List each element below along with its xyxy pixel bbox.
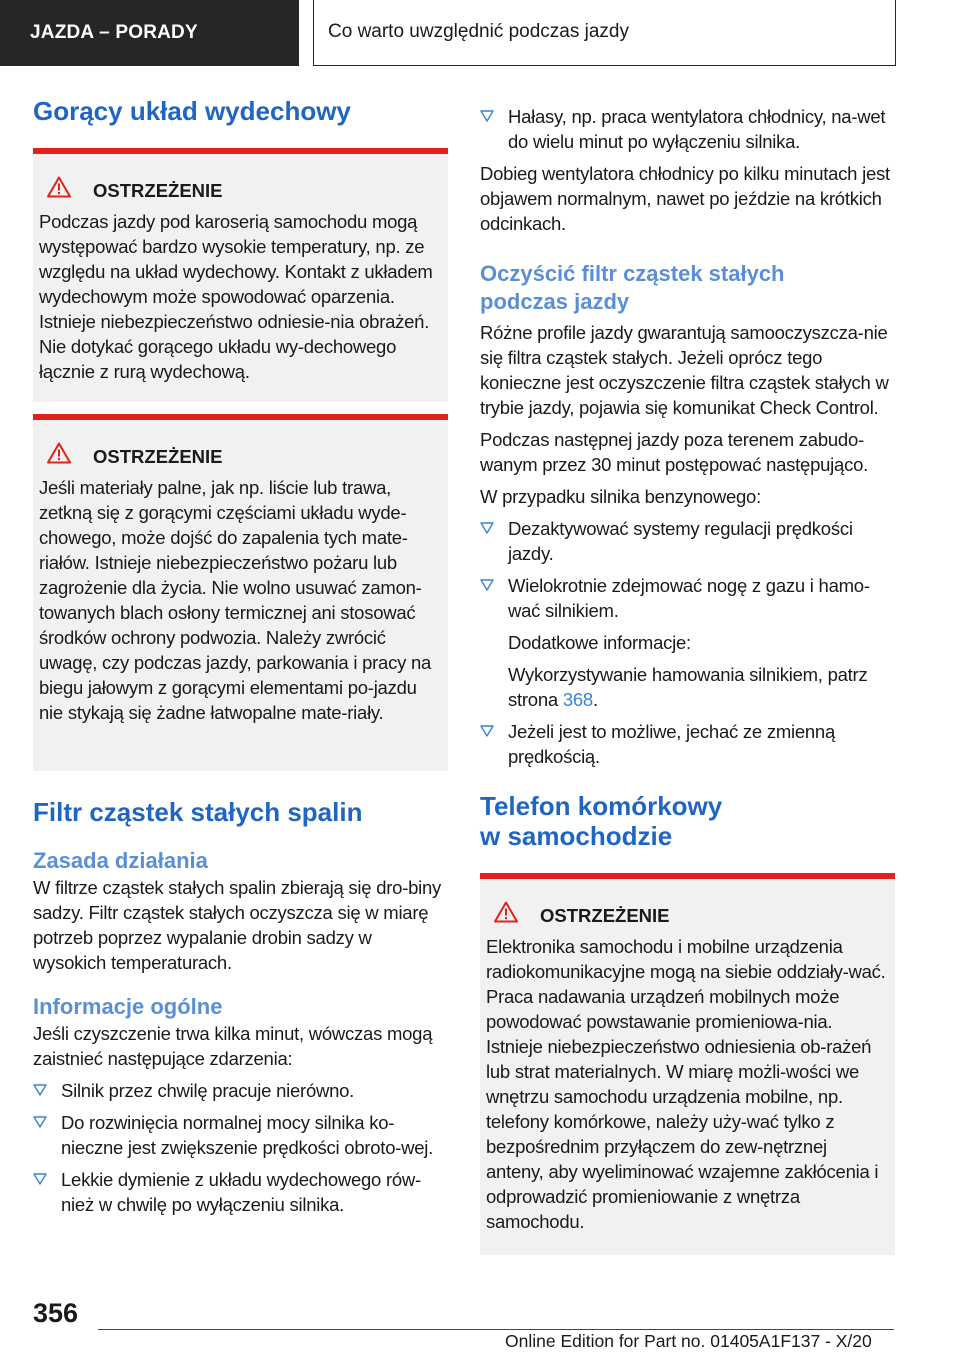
list-item: Lekkie dymienie z układu wydechowego rów-nież w chwilę po wyłączeniu silnika. xyxy=(33,1167,448,1217)
warning-title xyxy=(39,442,440,471)
warning-box-flammable xyxy=(33,414,448,771)
section-tab[interactable]: JAZDA – PORADY xyxy=(0,0,299,66)
warning-title xyxy=(39,176,440,205)
triangle-bullet-icon xyxy=(33,1115,47,1129)
warning-triangle-icon xyxy=(47,176,93,205)
extra-info-label: Dodatkowe informacje: xyxy=(508,632,691,653)
heading-hot-exhaust: Gorący układ wydechowy xyxy=(33,96,351,126)
list-item: Hałasy, np. praca wentylatora chłodnicy, na-wet do wielu minut po wyłączeniu silnika. xyxy=(480,104,895,154)
warning-text: Jeśli materiały palne, jak np. liście lub trawa, zetkną się z gorącymi częściami układu wyde-chowego, może dojść do zapalenia tych mate-riałów. Istnieje niebezpieczeństwo pożaru lub zagrożenie dla życia. Nie wolno usuwać zamon-towanych blach osłony termicznej ani stosować środków ochrony podwozia. Należy zwrócić uwagę, czy podczas jazdy, parkowania i pracy na biegu jałowym z gorącymi elementami po-jazdu nie stykają się żadne łatwopalne mate-riały. xyxy=(39,477,432,723)
list-item: Silnik przez chwilę pracuje nierówno. xyxy=(33,1078,448,1103)
triangle-bullet-icon xyxy=(33,1172,47,1186)
right-column xyxy=(480,104,895,1255)
warning-title-text: OSTRZEŻENIE xyxy=(93,445,223,467)
heading-mobile-phone: Telefon komórkowy w samochodzie xyxy=(480,791,723,851)
triangle-bullet-icon xyxy=(480,578,494,592)
warning-text: Podczas jazdy pod karoserią samochodu mogą występować bardzo wysokie temperatury, np. ze względu na układ wydechowy. Kontakt z układem wydechowym może spowodować oparzenia. Istnieje niebezpieczeństwo odniesie-nia obrażeń. Nie dotykać gorącego układu wy-dechowego łącznie z rurą wydechową. xyxy=(39,211,433,382)
petrol-list xyxy=(480,516,895,623)
heading-particle-filter: Filtr cząstek stałych spalin xyxy=(33,797,363,827)
general-list xyxy=(33,1078,448,1217)
engine-brake-reference: Wykorzystywanie hamowania silnikiem, patrz strona 368. xyxy=(508,664,868,710)
clean-text-1: Różne profile jazdy gwarantują samooczyszcza-nie się filtra cząstek stałych. Jeżeli oprócz tego konieczne jest oczyszczenie filtra cząstek stałych w trybie jazdy, pojawia się komunikat Check Control. xyxy=(480,322,889,418)
list-item: Do rozwinięcia normalnej mocy silnika ko-nieczne jest zwiększenie prędkości obroto-wej. xyxy=(33,1110,448,1160)
triangle-bullet-icon xyxy=(33,1083,47,1097)
list-item: Jeżeli jest to możliwe, jechać ze zmienną prędkością. xyxy=(480,719,895,769)
continued-list xyxy=(480,104,895,154)
heading-clean-filter: Oczyścić filtr cząstek stałych podczas jazdy xyxy=(480,261,785,314)
list-item: Wielokrotnie zdejmować nogę z gazu i hamo-wać silnikiem. xyxy=(480,573,895,623)
warning-triangle-icon xyxy=(494,901,540,930)
heading-general-info: Informacje ogólne xyxy=(33,994,223,1019)
warning-title-text: OSTRZEŻENIE xyxy=(540,904,670,926)
fan-text: Dobieg wentylatora chłodnicy po kilku minutach jest objawem normalnym, nawet po jeździe na krótkich odcinkach. xyxy=(480,163,890,234)
footer-divider xyxy=(98,1329,894,1330)
list-item: Dezaktywować systemy regulacji prędkości jazdy. xyxy=(480,516,895,566)
general-text: Jeśli czyszczenie trwa kilka minut, wówczas mogą zaistnieć następujące zdarzenia: xyxy=(33,1023,433,1069)
warning-box-hot-exhaust xyxy=(33,148,448,402)
page-number: 356 xyxy=(33,1298,79,1328)
clean-text-2: Podczas następnej jazdy poza terenem zabudo-wanym przez 30 minut postępować następująco. xyxy=(480,429,868,475)
chapter-title: Co warto uwzględnić podczas jazdy xyxy=(313,0,896,66)
warning-triangle-icon xyxy=(47,442,93,471)
principle-text: W filtrze cząstek stałych spalin zbierają się dro-biny sadzy. Filtr cząstek stałych oczyszcza się w miarę potrzeb poprzez wypalanie drobin sadzy w wysokich temperaturach. xyxy=(33,877,442,973)
heading-principle: Zasada działania xyxy=(33,848,208,873)
page-link-368[interactable]: 368 xyxy=(562,689,593,710)
triangle-bullet-icon xyxy=(480,724,494,738)
warning-title-text: OSTRZEŻENIE xyxy=(93,179,223,201)
triangle-bullet-icon xyxy=(480,521,494,535)
left-column xyxy=(33,96,448,1217)
petrol-list-cont xyxy=(480,719,895,769)
petrol-text: W przypadku silnika benzynowego: xyxy=(480,486,761,507)
edition-info: Online Edition for Part no. 01405A1F137 - X/20 xyxy=(505,1331,872,1351)
warning-box-mobile xyxy=(480,873,895,1255)
triangle-bullet-icon xyxy=(480,109,494,123)
warning-title xyxy=(486,901,887,930)
page-header xyxy=(0,0,960,66)
page-footer xyxy=(0,1296,960,1362)
warning-text: Elektronika samochodu i mobilne urządzenia radiokomunikacyjne mogą na siebie oddziały-wać. Praca nadawania urządzeń mobilnych może powodować powstawanie promieniowa-nia. Istnieje niebezpieczeństwo odniesienia ob-rażeń lub strat materialnych. W miarę możli-wości we wnętrzu samochodu urządzenia mobilne, np. telefony komórkowe, należy uży-wać tylko z bezpośrednim przyłączem do zew-nętrznej anteny, aby wyeliminować wzajemne zakłócenia i odprowadzić promieniowanie z wnętrza samochodu. xyxy=(486,936,886,1232)
